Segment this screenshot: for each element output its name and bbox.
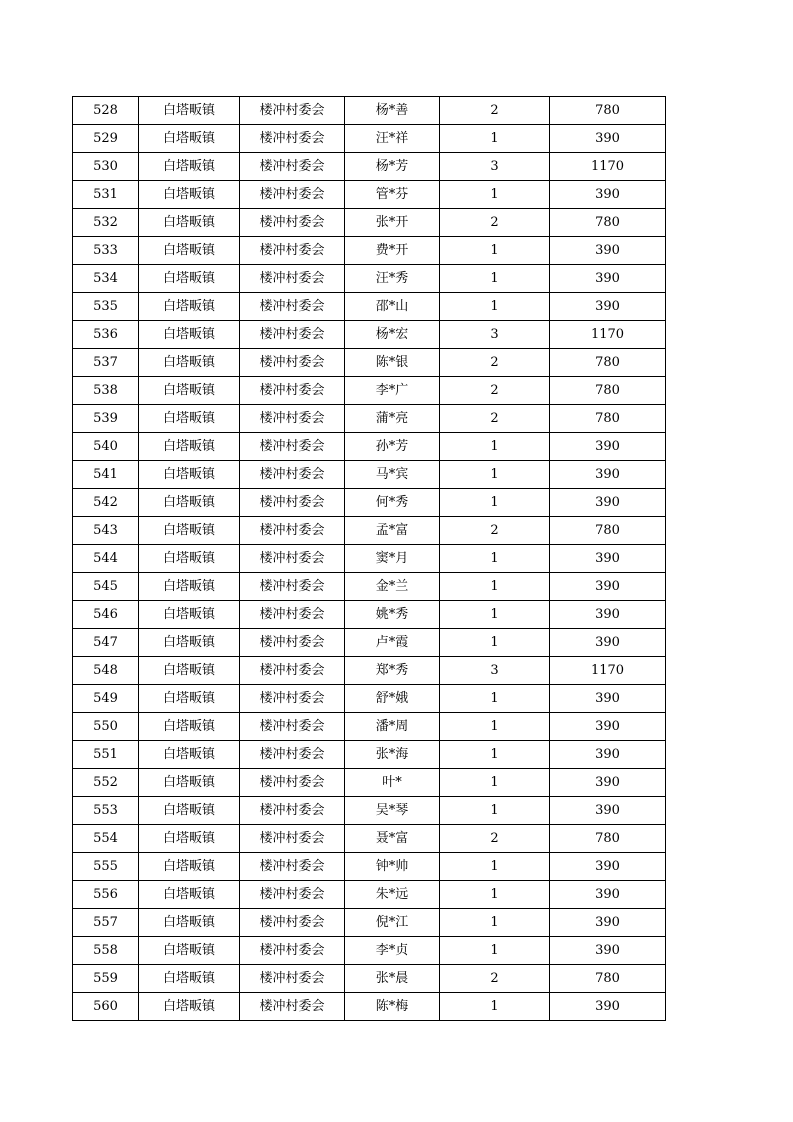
count-cell: 2: [440, 97, 550, 125]
village-cell: 楼冲村委会: [240, 237, 345, 265]
table-row: [73, 209, 666, 237]
row-number-cell: 560: [73, 993, 139, 1021]
table-row: [73, 461, 666, 489]
table-row: [73, 993, 666, 1021]
name-cell: 何*秀: [345, 489, 440, 517]
village-cell: 楼冲村委会: [240, 349, 345, 377]
table-row: [73, 965, 666, 993]
row-number-cell: 557: [73, 909, 139, 937]
village-cell: 楼冲村委会: [240, 965, 345, 993]
town-cell: 白塔畈镇: [139, 741, 240, 769]
table-row: [73, 629, 666, 657]
name-cell: 陈*银: [345, 349, 440, 377]
table-row: [73, 321, 666, 349]
row-number-cell: 531: [73, 181, 139, 209]
town-cell: 白塔畈镇: [139, 797, 240, 825]
count-cell: 1: [440, 881, 550, 909]
count-cell: 1: [440, 181, 550, 209]
name-cell: 吴*琴: [345, 797, 440, 825]
name-cell: 陈*梅: [345, 993, 440, 1021]
count-cell: 1: [440, 125, 550, 153]
town-cell: 白塔畈镇: [139, 685, 240, 713]
village-cell: 楼冲村委会: [240, 265, 345, 293]
name-cell: 卢*霞: [345, 629, 440, 657]
amount-cell: 390: [550, 741, 666, 769]
name-cell: 姚*秀: [345, 601, 440, 629]
name-cell: 管*芬: [345, 181, 440, 209]
town-cell: 白塔畈镇: [139, 573, 240, 601]
table-row: [73, 489, 666, 517]
count-cell: 2: [440, 405, 550, 433]
name-cell: 聂*富: [345, 825, 440, 853]
row-number-cell: 552: [73, 769, 139, 797]
amount-cell: 1170: [550, 153, 666, 181]
count-cell: 1: [440, 713, 550, 741]
table-body: [73, 97, 666, 1021]
village-cell: 楼冲村委会: [240, 209, 345, 237]
name-cell: 钟*帅: [345, 853, 440, 881]
count-cell: 1: [440, 937, 550, 965]
count-cell: 1: [440, 293, 550, 321]
village-cell: 楼冲村委会: [240, 713, 345, 741]
town-cell: 白塔畈镇: [139, 461, 240, 489]
count-cell: 2: [440, 209, 550, 237]
count-cell: 1: [440, 993, 550, 1021]
table-row: [73, 909, 666, 937]
amount-cell: 390: [550, 685, 666, 713]
row-number-cell: 538: [73, 377, 139, 405]
count-cell: 1: [440, 265, 550, 293]
table-row: [73, 377, 666, 405]
table-row: [73, 237, 666, 265]
amount-cell: 780: [550, 965, 666, 993]
table-row: [73, 937, 666, 965]
town-cell: 白塔畈镇: [139, 265, 240, 293]
amount-cell: 780: [550, 405, 666, 433]
row-number-cell: 528: [73, 97, 139, 125]
name-cell: 张*海: [345, 741, 440, 769]
count-cell: 1: [440, 433, 550, 461]
name-cell: 金*兰: [345, 573, 440, 601]
village-cell: 楼冲村委会: [240, 125, 345, 153]
table-row: [73, 349, 666, 377]
amount-cell: 390: [550, 881, 666, 909]
village-cell: 楼冲村委会: [240, 461, 345, 489]
table-row: [73, 769, 666, 797]
row-number-cell: 537: [73, 349, 139, 377]
town-cell: 白塔畈镇: [139, 405, 240, 433]
name-cell: 蒲*亮: [345, 405, 440, 433]
table-row: [73, 293, 666, 321]
row-number-cell: 535: [73, 293, 139, 321]
name-cell: 孟*富: [345, 517, 440, 545]
town-cell: 白塔畈镇: [139, 937, 240, 965]
count-cell: 1: [440, 629, 550, 657]
table-row: [73, 181, 666, 209]
row-number-cell: 540: [73, 433, 139, 461]
town-cell: 白塔畈镇: [139, 629, 240, 657]
row-number-cell: 551: [73, 741, 139, 769]
table-row: [73, 825, 666, 853]
count-cell: 1: [440, 853, 550, 881]
town-cell: 白塔畈镇: [139, 601, 240, 629]
amount-cell: 390: [550, 993, 666, 1021]
row-number-cell: 548: [73, 657, 139, 685]
count-cell: 2: [440, 517, 550, 545]
table-row: [73, 797, 666, 825]
name-cell: 倪*江: [345, 909, 440, 937]
count-cell: 1: [440, 769, 550, 797]
table-row: [73, 657, 666, 685]
town-cell: 白塔畈镇: [139, 377, 240, 405]
village-cell: 楼冲村委会: [240, 881, 345, 909]
table-row: [73, 853, 666, 881]
table-row: [73, 573, 666, 601]
village-cell: 楼冲村委会: [240, 769, 345, 797]
amount-cell: 780: [550, 97, 666, 125]
name-cell: 马*宾: [345, 461, 440, 489]
village-cell: 楼冲村委会: [240, 937, 345, 965]
amount-cell: 780: [550, 517, 666, 545]
town-cell: 白塔畈镇: [139, 545, 240, 573]
row-number-cell: 547: [73, 629, 139, 657]
town-cell: 白塔畈镇: [139, 97, 240, 125]
name-cell: 窦*月: [345, 545, 440, 573]
village-cell: 楼冲村委会: [240, 825, 345, 853]
name-cell: 朱*远: [345, 881, 440, 909]
row-number-cell: 534: [73, 265, 139, 293]
town-cell: 白塔畈镇: [139, 657, 240, 685]
town-cell: 白塔畈镇: [139, 293, 240, 321]
table-row: [73, 713, 666, 741]
row-number-cell: 559: [73, 965, 139, 993]
count-cell: 3: [440, 657, 550, 685]
row-number-cell: 536: [73, 321, 139, 349]
count-cell: 1: [440, 489, 550, 517]
village-cell: 楼冲村委会: [240, 489, 345, 517]
village-cell: 楼冲村委会: [240, 97, 345, 125]
count-cell: 1: [440, 601, 550, 629]
amount-cell: 390: [550, 853, 666, 881]
name-cell: 杨*善: [345, 97, 440, 125]
name-cell: 汪*祥: [345, 125, 440, 153]
count-cell: 1: [440, 545, 550, 573]
count-cell: 1: [440, 797, 550, 825]
town-cell: 白塔畈镇: [139, 321, 240, 349]
town-cell: 白塔畈镇: [139, 993, 240, 1021]
amount-cell: 390: [550, 797, 666, 825]
amount-cell: 1170: [550, 657, 666, 685]
table-row: [73, 405, 666, 433]
count-cell: 2: [440, 377, 550, 405]
village-cell: 楼冲村委会: [240, 377, 345, 405]
name-cell: 杨*芳: [345, 153, 440, 181]
table-row: [73, 741, 666, 769]
name-cell: 邵*山: [345, 293, 440, 321]
count-cell: 1: [440, 461, 550, 489]
town-cell: 白塔畈镇: [139, 825, 240, 853]
name-cell: 郑*秀: [345, 657, 440, 685]
village-cell: 楼冲村委会: [240, 993, 345, 1021]
row-number-cell: 554: [73, 825, 139, 853]
row-number-cell: 545: [73, 573, 139, 601]
village-cell: 楼冲村委会: [240, 545, 345, 573]
count-cell: 2: [440, 349, 550, 377]
amount-cell: 390: [550, 265, 666, 293]
row-number-cell: 539: [73, 405, 139, 433]
village-cell: 楼冲村委会: [240, 909, 345, 937]
name-cell: 叶*: [345, 769, 440, 797]
count-cell: 1: [440, 685, 550, 713]
table-row: [73, 433, 666, 461]
village-cell: 楼冲村委会: [240, 433, 345, 461]
amount-cell: 390: [550, 713, 666, 741]
village-cell: 楼冲村委会: [240, 181, 345, 209]
town-cell: 白塔畈镇: [139, 769, 240, 797]
town-cell: 白塔畈镇: [139, 517, 240, 545]
amount-cell: 780: [550, 209, 666, 237]
name-cell: 张*晨: [345, 965, 440, 993]
row-number-cell: 532: [73, 209, 139, 237]
name-cell: 李*贞: [345, 937, 440, 965]
village-cell: 楼冲村委会: [240, 517, 345, 545]
town-cell: 白塔畈镇: [139, 853, 240, 881]
village-cell: 楼冲村委会: [240, 657, 345, 685]
village-cell: 楼冲村委会: [240, 573, 345, 601]
row-number-cell: 529: [73, 125, 139, 153]
name-cell: 李*广: [345, 377, 440, 405]
table-row: [73, 97, 666, 125]
row-number-cell: 555: [73, 853, 139, 881]
town-cell: 白塔畈镇: [139, 181, 240, 209]
amount-cell: 390: [550, 545, 666, 573]
count-cell: 1: [440, 741, 550, 769]
town-cell: 白塔畈镇: [139, 909, 240, 937]
table-row: [73, 545, 666, 573]
subsidy-table: [72, 96, 666, 1021]
village-cell: 楼冲村委会: [240, 293, 345, 321]
town-cell: 白塔畈镇: [139, 489, 240, 517]
row-number-cell: 550: [73, 713, 139, 741]
town-cell: 白塔畈镇: [139, 433, 240, 461]
row-number-cell: 543: [73, 517, 139, 545]
row-number-cell: 530: [73, 153, 139, 181]
amount-cell: 390: [550, 909, 666, 937]
village-cell: 楼冲村委会: [240, 405, 345, 433]
village-cell: 楼冲村委会: [240, 321, 345, 349]
town-cell: 白塔畈镇: [139, 237, 240, 265]
amount-cell: 390: [550, 181, 666, 209]
amount-cell: 390: [550, 489, 666, 517]
amount-cell: 390: [550, 433, 666, 461]
town-cell: 白塔畈镇: [139, 881, 240, 909]
amount-cell: 780: [550, 377, 666, 405]
table-row: [73, 881, 666, 909]
village-cell: 楼冲村委会: [240, 629, 345, 657]
amount-cell: 390: [550, 293, 666, 321]
village-cell: 楼冲村委会: [240, 153, 345, 181]
table-row: [73, 601, 666, 629]
row-number-cell: 553: [73, 797, 139, 825]
town-cell: 白塔畈镇: [139, 153, 240, 181]
row-number-cell: 546: [73, 601, 139, 629]
name-cell: 舒*娥: [345, 685, 440, 713]
amount-cell: 780: [550, 349, 666, 377]
row-number-cell: 558: [73, 937, 139, 965]
row-number-cell: 549: [73, 685, 139, 713]
village-cell: 楼冲村委会: [240, 685, 345, 713]
name-cell: 杨*宏: [345, 321, 440, 349]
row-number-cell: 533: [73, 237, 139, 265]
name-cell: 孙*芳: [345, 433, 440, 461]
town-cell: 白塔畈镇: [139, 125, 240, 153]
count-cell: 1: [440, 573, 550, 601]
amount-cell: 390: [550, 769, 666, 797]
amount-cell: 390: [550, 573, 666, 601]
subsidy-table-container: [72, 96, 666, 1021]
town-cell: 白塔畈镇: [139, 349, 240, 377]
amount-cell: 780: [550, 825, 666, 853]
name-cell: 潘*周: [345, 713, 440, 741]
table-row: [73, 125, 666, 153]
amount-cell: 390: [550, 125, 666, 153]
name-cell: 费*开: [345, 237, 440, 265]
village-cell: 楼冲村委会: [240, 853, 345, 881]
town-cell: 白塔畈镇: [139, 209, 240, 237]
village-cell: 楼冲村委会: [240, 601, 345, 629]
town-cell: 白塔畈镇: [139, 965, 240, 993]
row-number-cell: 544: [73, 545, 139, 573]
row-number-cell: 542: [73, 489, 139, 517]
table-row: [73, 517, 666, 545]
village-cell: 楼冲村委会: [240, 741, 345, 769]
count-cell: 1: [440, 237, 550, 265]
table-row: [73, 685, 666, 713]
count-cell: 2: [440, 825, 550, 853]
amount-cell: 390: [550, 237, 666, 265]
amount-cell: 390: [550, 461, 666, 489]
town-cell: 白塔畈镇: [139, 713, 240, 741]
amount-cell: 390: [550, 629, 666, 657]
table-row: [73, 265, 666, 293]
amount-cell: 390: [550, 601, 666, 629]
name-cell: 张*开: [345, 209, 440, 237]
count-cell: 1: [440, 909, 550, 937]
row-number-cell: 541: [73, 461, 139, 489]
amount-cell: 1170: [550, 321, 666, 349]
name-cell: 汪*秀: [345, 265, 440, 293]
row-number-cell: 556: [73, 881, 139, 909]
count-cell: 3: [440, 153, 550, 181]
count-cell: 3: [440, 321, 550, 349]
village-cell: 楼冲村委会: [240, 797, 345, 825]
amount-cell: 390: [550, 937, 666, 965]
table-row: [73, 153, 666, 181]
count-cell: 2: [440, 965, 550, 993]
